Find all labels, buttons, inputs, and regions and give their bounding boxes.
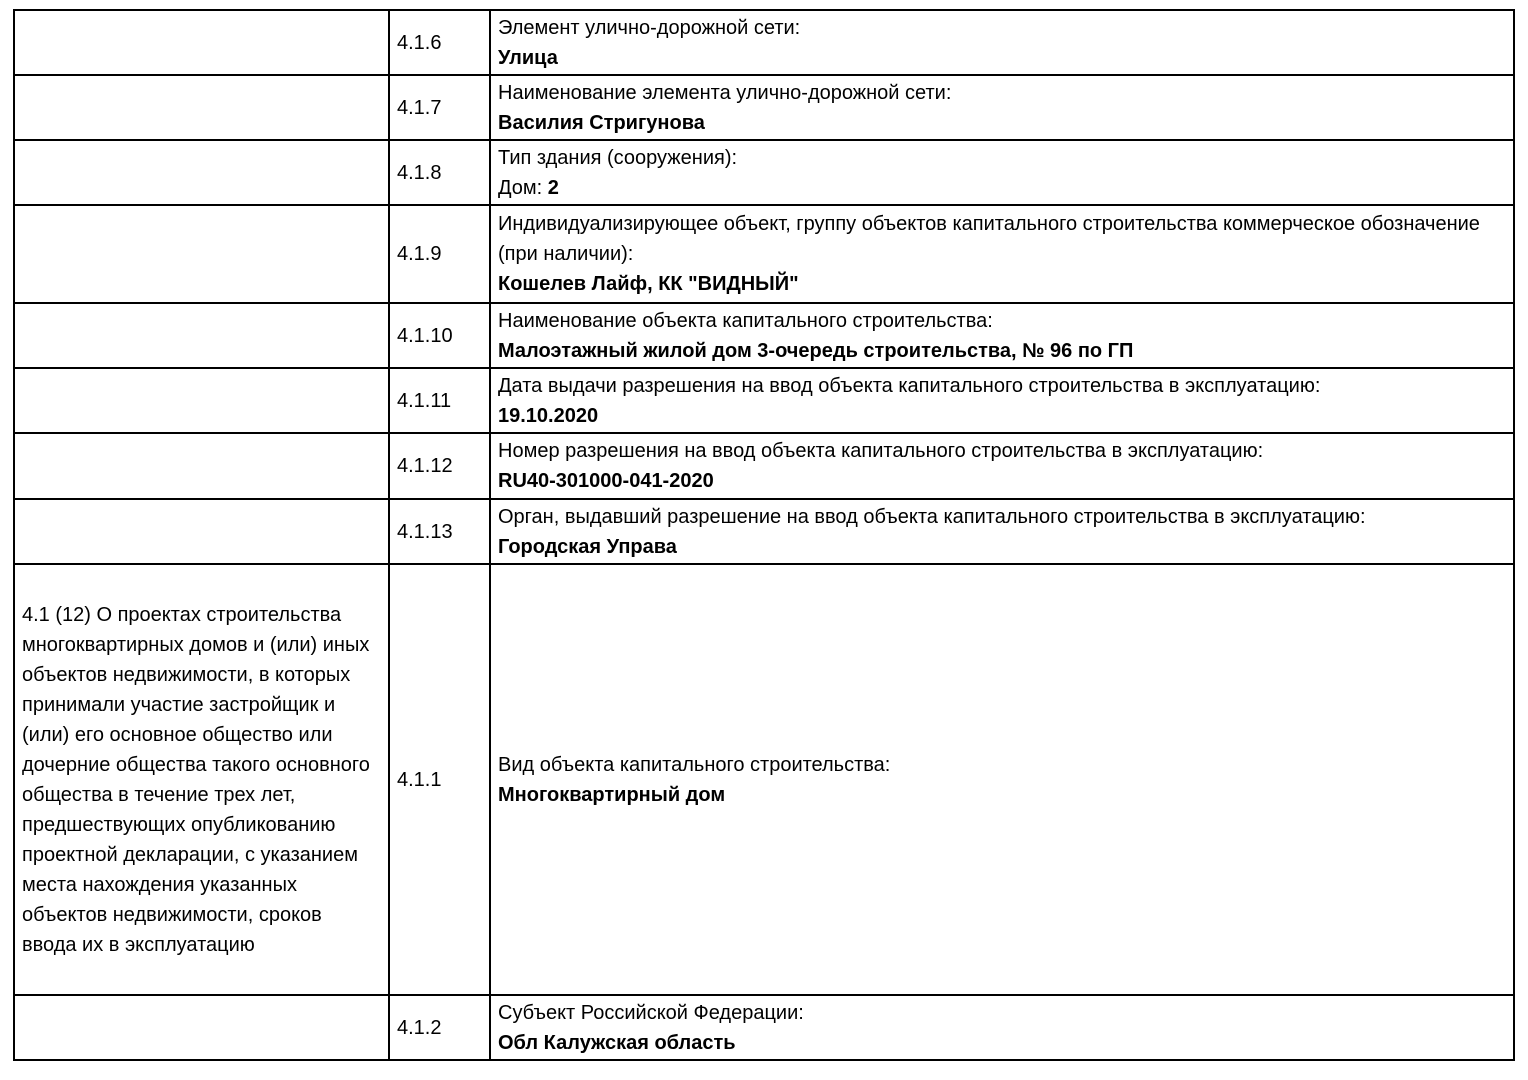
table-row	[14, 10, 1514, 75]
table-row	[14, 433, 1514, 499]
field-cell	[490, 205, 1514, 303]
field-label: Орган, выдавший разрешение на ввод объекта капитального строительства в эксплуатацию:	[498, 505, 1366, 528]
field-cell	[490, 10, 1514, 75]
item-code-cell: 4.1.11	[389, 368, 490, 433]
value-text: Многоквартирный дом	[498, 783, 726, 806]
value-text: Малоэтажный жилой дом 3-очередь строительства, № 96 по ГП	[498, 339, 1134, 362]
table-row	[14, 205, 1514, 303]
field-value	[498, 108, 1506, 138]
value-text: 2	[547, 176, 559, 199]
table-row	[14, 995, 1514, 1060]
item-code-cell: 4.1.13	[389, 499, 490, 564]
side-note-cell	[14, 368, 389, 433]
item-code-cell: 4.1.12	[389, 433, 490, 499]
item-code-cell: 4.1.1	[389, 564, 490, 995]
side-note-cell	[14, 433, 389, 499]
value-text: Кошелев Лайф, КК "ВИДНЫЙ"	[498, 273, 799, 295]
item-code-cell: 4.1.7	[389, 75, 490, 140]
field-cell	[490, 140, 1514, 205]
field-value	[498, 1028, 1506, 1058]
declaration-table	[13, 9, 1515, 1061]
field-cell	[490, 433, 1514, 499]
field-value	[498, 173, 1506, 203]
value-text: Улица	[498, 46, 558, 69]
field-value	[498, 43, 1506, 73]
value-text: Обл Калужская область	[498, 1031, 736, 1054]
field-label: Вид объекта капитального строительства:	[498, 753, 891, 776]
item-code-cell: 4.1.6	[389, 10, 490, 75]
field-label: Элемент улично-дорожной сети:	[498, 16, 801, 39]
value-prefix: Дом:	[498, 176, 548, 199]
side-note-cell	[14, 10, 389, 75]
side-note-cell	[14, 205, 389, 303]
table-row	[14, 75, 1514, 140]
table-row	[14, 564, 1514, 995]
field-value	[498, 466, 1506, 496]
value-text: Василия Стригунова	[498, 111, 705, 134]
item-code-cell: 4.1.8	[389, 140, 490, 205]
field-label: Индивидуализирующее объект, группу объектов капитального строительства коммерческое обозначение (при наличии):	[498, 213, 1480, 265]
side-note-cell: 4.1 (12) О проектах строительства многоквартирных домов и (или) иных объектов недвижимости, в которых принимали участие застройщик и (или) его основное общество или дочерние общества такого основного общества в течение трех лет, предшествующих опубликованию проектной декларации, с указанием места нахождения указанных объектов недвижимости, сроков ввода их в эксплуатацию	[14, 564, 389, 995]
table-row	[14, 499, 1514, 564]
table-row	[14, 303, 1514, 368]
field-cell	[490, 303, 1514, 368]
field-cell	[490, 564, 1514, 995]
field-label: Номер разрешения на ввод объекта капитального строительства в эксплуатацию:	[498, 440, 1264, 462]
side-note-cell	[14, 499, 389, 564]
item-code-cell: 4.1.2	[389, 995, 490, 1060]
field-cell	[490, 995, 1514, 1060]
field-value	[498, 532, 1506, 562]
field-label: Тип здания (сооружения):	[498, 146, 738, 169]
side-note-cell	[14, 140, 389, 205]
field-cell	[490, 368, 1514, 433]
field-cell	[490, 499, 1514, 564]
table-row	[14, 368, 1514, 433]
field-value	[498, 780, 1506, 810]
value-text: RU40-301000-041-2020	[498, 470, 714, 492]
field-value	[498, 336, 1506, 366]
value-text: Городская Управа	[498, 535, 677, 558]
field-label: Наименование элемента улично-дорожной сети:	[498, 81, 952, 104]
field-cell	[490, 75, 1514, 140]
table-row	[14, 140, 1514, 205]
item-code-cell: 4.1.9	[389, 205, 490, 303]
item-code-cell: 4.1.10	[389, 303, 490, 368]
field-label: Субъект Российской Федерации:	[498, 1001, 804, 1024]
value-text: 19.10.2020	[498, 404, 599, 427]
field-value	[498, 401, 1506, 431]
side-note-cell	[14, 303, 389, 368]
field-label: Наименование объекта капитального строительства:	[498, 309, 993, 332]
side-note-cell	[14, 75, 389, 140]
field-value	[498, 269, 1506, 299]
field-label: Дата выдачи разрешения на ввод объекта капитального строительства в эксплуатацию:	[498, 374, 1321, 397]
side-note-cell	[14, 995, 389, 1060]
